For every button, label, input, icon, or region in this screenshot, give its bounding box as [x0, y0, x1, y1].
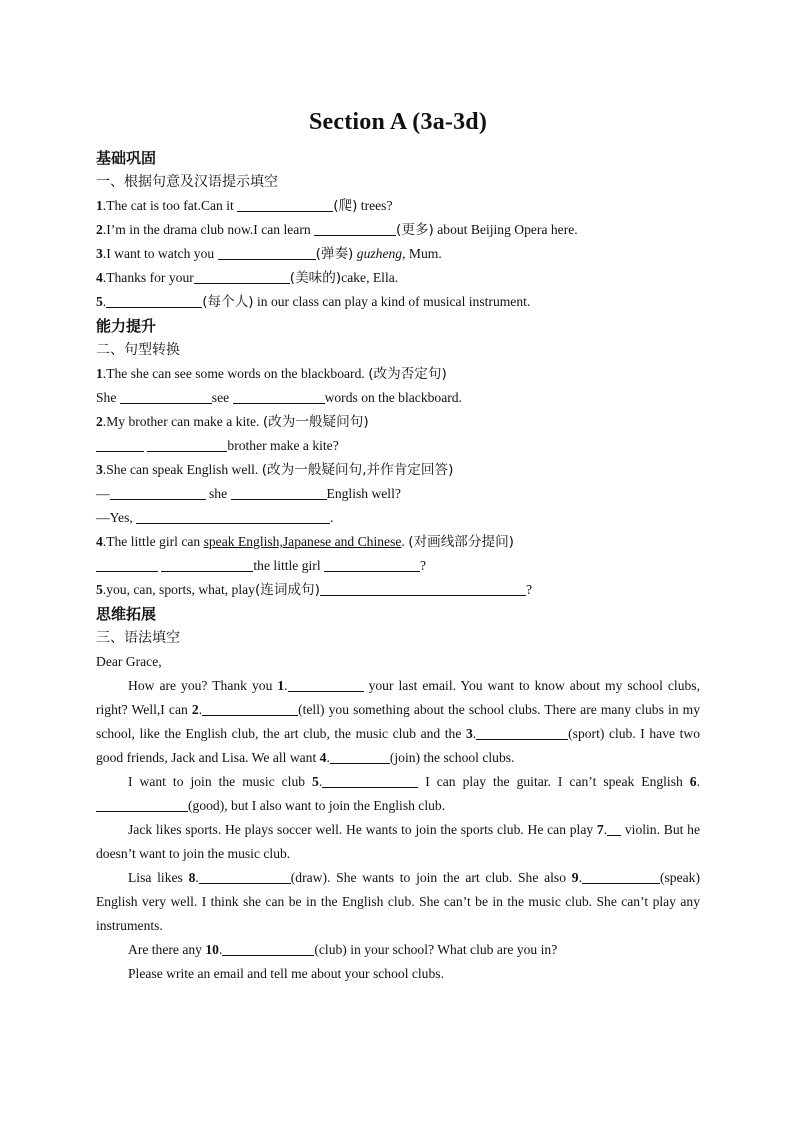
section-heading-improve: 能力提升	[96, 317, 157, 335]
answer-blank[interactable]	[320, 581, 526, 596]
subsection-fill-blanks: 一、根据句意及汉语提示填空	[96, 174, 278, 190]
section-heading-extend: 思维拓展	[96, 605, 157, 623]
question-2-3: 3.She can speak English well. (改为一般疑问句,并作肯定回答)	[96, 462, 454, 478]
letter-paragraph-2: I want to join the music club 5. I can play the guitar. I can’t speak English 6.(good), but I also want to join the English club.	[96, 770, 700, 818]
answer-blank[interactable]	[582, 869, 660, 884]
subsection-grammar-fill: 三、语法填空	[96, 630, 180, 646]
page-title: Section A (3a-3d)	[308, 109, 488, 135]
answer-blank[interactable]	[237, 197, 333, 212]
letter-paragraph-4: Lisa likes 8. (draw). She wants to join the art club. She also 9. (speak) English very well. I think she can be in the English club. She can’t be in the music club. She can’t play any instruments.	[96, 870, 700, 933]
answer-blank[interactable]	[147, 437, 227, 452]
question-1-4: 4.Thanks for your (美味的)cake, Ella.	[96, 270, 399, 286]
answer-blank[interactable]	[120, 389, 212, 404]
letter-paragraph-6: Please write an email and tell me about your school clubs.	[128, 966, 444, 981]
answer-blank[interactable]	[194, 269, 290, 284]
question-2-4: 4.The little girl can speak English,Japanese and Chinese. (对画线部分提问)	[96, 534, 514, 550]
answer-blank[interactable]	[330, 749, 390, 764]
answer-2-4: the little girl ?	[96, 554, 700, 578]
answer-blank[interactable]	[476, 725, 568, 740]
answer-blank[interactable]	[199, 869, 291, 884]
letter-paragraph-1: How are you? Thank you 1. your last email. You want to know about my school clubs, right? Well,I can 2. (tell) you something about the school clubs. There are many clubs in my school, like the English club, the art club, the music club and the 3. (sport) club. I have two good friends, Jack and Lisa. We all want 4. (join) the school clubs.	[96, 678, 700, 765]
answer-blank[interactable]	[218, 245, 316, 260]
answer-2-3b: —Yes, .	[96, 510, 334, 525]
question-2-5: 5.you, can, sports, what, play(连词成句) ?	[96, 582, 532, 598]
answer-blank[interactable]	[106, 293, 202, 308]
worksheet-page	[96, 104, 700, 986]
letter-greeting: Dear Grace,	[96, 654, 162, 669]
answer-blank[interactable]	[324, 557, 420, 572]
section-heading-basics: 基础巩固	[96, 149, 157, 167]
answer-blank[interactable]	[96, 437, 144, 452]
question-1-1: 1.The cat is too fat.Can it (爬) trees?	[96, 198, 393, 214]
answer-blank[interactable]	[288, 677, 364, 692]
answer-blank[interactable]	[607, 821, 621, 836]
answer-blank[interactable]	[161, 557, 253, 572]
answer-blank[interactable]	[233, 389, 325, 404]
answer-blank[interactable]	[231, 485, 327, 500]
answer-blank[interactable]	[222, 941, 314, 956]
subsection-sentence-transform: 二、句型转换	[96, 342, 180, 358]
question-2-1: 1.The she can see some words on the blackboard. (改为否定句)	[96, 366, 447, 382]
question-1-2: 2.I’m in the drama club now.I can learn (更多) about Beijing Opera here.	[96, 222, 578, 238]
answer-2-1: She see words on the blackboard.	[96, 390, 462, 405]
answer-2-3a: — she English well?	[96, 486, 401, 501]
letter-paragraph-5: Are there any 10. (club) in your school? What club are you in?	[128, 942, 558, 957]
answer-blank[interactable]	[322, 773, 418, 788]
answer-blank[interactable]	[136, 509, 330, 524]
question-1-5: 5. (每个人) in our class can play a kind of musical instrument.	[96, 294, 531, 310]
answer-blank[interactable]	[314, 221, 396, 236]
letter-paragraph-3: Jack likes sports. He plays soccer well. He wants to join the sports club. He can play 7. violin. But he doesn’t want to join the music club.	[96, 822, 700, 861]
answer-blank[interactable]	[96, 557, 158, 572]
answer-blank[interactable]	[96, 797, 188, 812]
answer-2-2: brother make a kite?	[96, 434, 700, 458]
answer-blank[interactable]	[202, 701, 298, 716]
question-2-2: 2.My brother can make a kite. (改为一般疑问句)	[96, 414, 369, 430]
question-1-3: 3.I want to watch you (弹奏) guzheng, Mum.	[96, 246, 442, 262]
answer-blank[interactable]	[110, 485, 206, 500]
